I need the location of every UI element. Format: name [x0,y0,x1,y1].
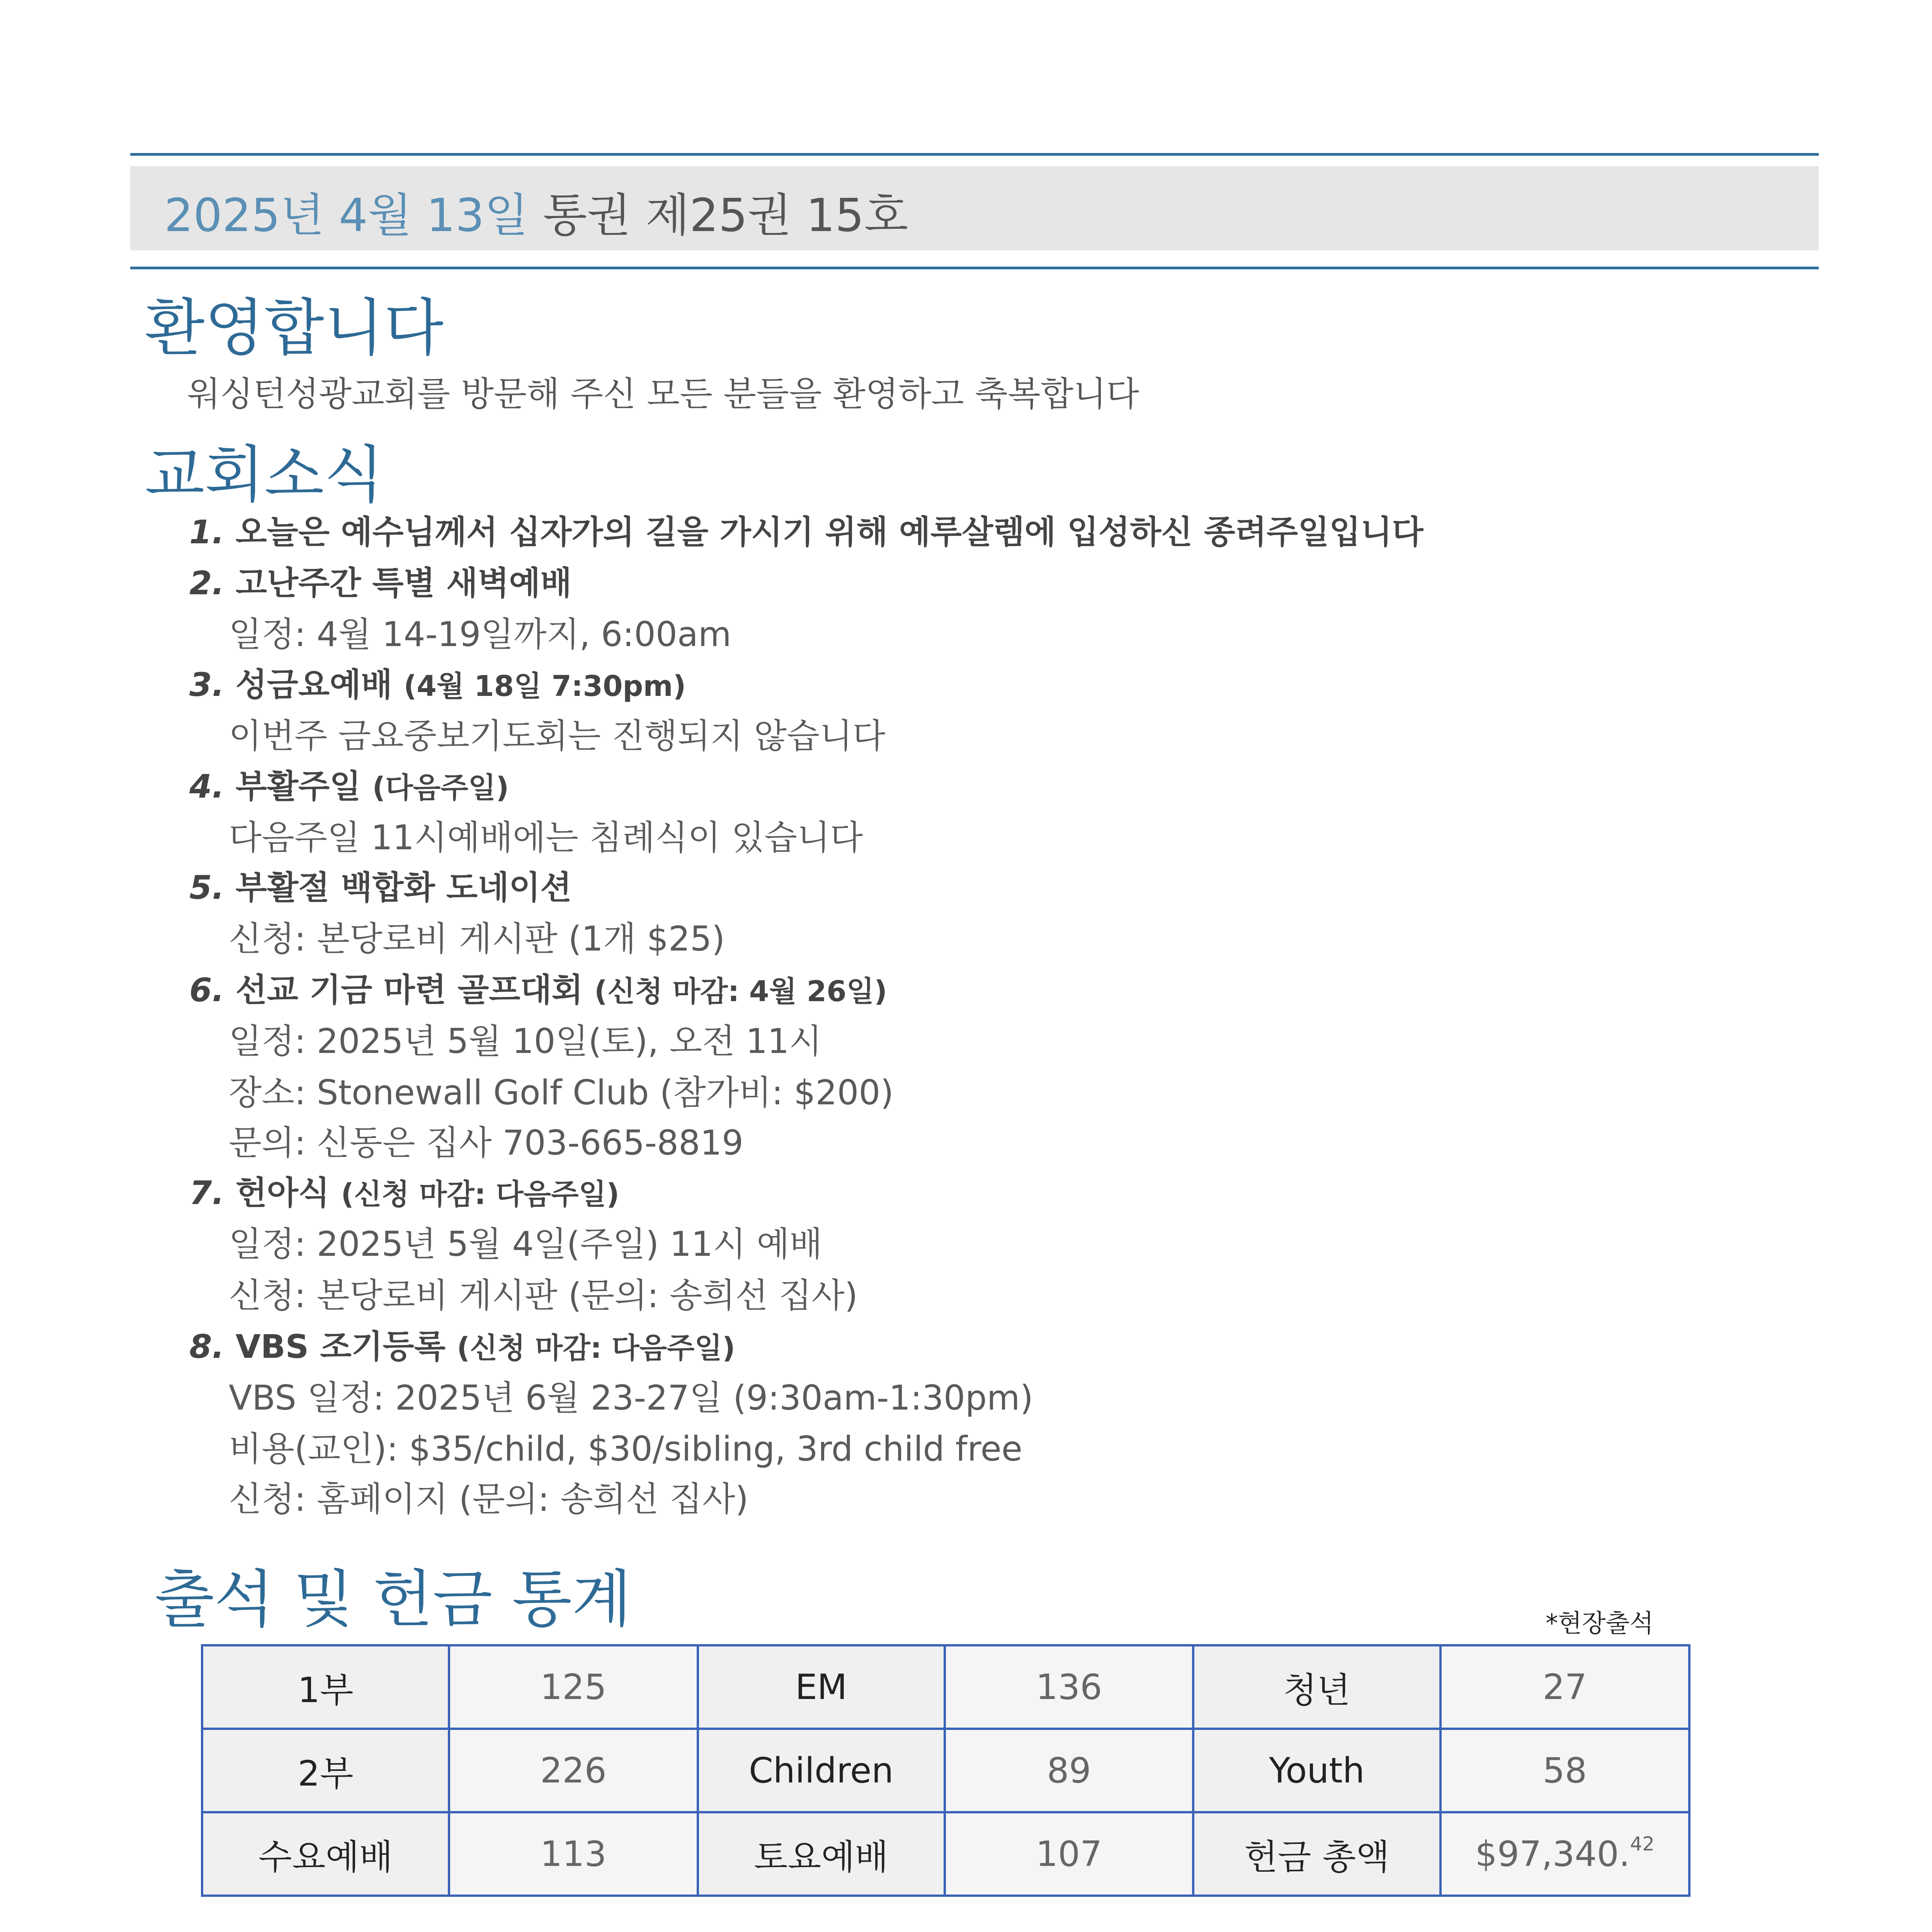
stats-label-young-adults: 청년 [1193,1645,1440,1729]
welcome-text: 워싱턴성광교회를 방문해 주신 모든 분들을 환영하고 축복합니다 [187,374,1139,414]
news-item-8-line-3: 신청: 홈페이지 (문의: 송희선 집사) [229,1479,748,1519]
news-item-title: 오늘은 예수님께서 십자가의 길을 가시기 위해 예루살렘에 입성하신 종려주일입니다 [235,513,1423,551]
news-item-3: 3. 성금요예배 (4월 18일 7:30pm) [189,666,686,704]
news-item-2: 2. 고난주간 특별 새벽예배 [189,564,572,602]
news-item-note: (신청 마감: 4월 26일) [594,975,887,1008]
stats-label-offering-total: 헌금 총액 [1193,1812,1440,1896]
header-top-rule [130,153,1819,156]
stats-label-2bu: 2부 [202,1729,449,1812]
news-item-7-line-1: 일정: 2025년 5월 4일(주일) 11시 예배 [229,1224,823,1264]
news-item-note: (다음주일) [372,771,509,804]
news-item-title: VBS 조기등록 [235,1328,446,1366]
table-row [202,1812,1689,1896]
news-item-8-line-1: VBS 일정: 2025년 6월 23-27일 (9:30am-1:30pm) [229,1378,1033,1418]
news-item-title: 부활절 백합화 도네이션 [235,869,572,906]
stats-value-em: 136 [945,1645,1194,1729]
news-item-title: 고난주간 특별 새벽예배 [235,564,572,602]
stats-label-saturday: 토요예배 [698,1812,945,1896]
news-item-title: 성금요예배 [235,666,393,704]
bulletin-header [164,179,908,244]
news-item-8-line-2: 비용(교인): $35/child, $30/sibling, 3rd child free [229,1429,1022,1469]
news-item-6: 6. 선교 기금 마련 골프대회 (신청 마감: 4월 26일) [189,971,887,1009]
stats-title: 출석 및 헌금 통계 [155,1563,632,1635]
stats-label-em: EM [698,1645,945,1729]
stats-value-young-adults: 27 [1440,1645,1689,1729]
welcome-title: 환영합니다 [145,292,444,364]
stats-value-youth: 58 [1440,1729,1689,1812]
header-bottom-rule [130,267,1819,269]
stats-value-wednesday: 113 [449,1812,698,1896]
stats-label-youth: Youth [1193,1729,1440,1812]
news-item-5-line-1: 신청: 본당로비 게시판 (1개 $25) [229,919,725,959]
news-item-title: 헌아식 [235,1174,330,1212]
news-item-title: 선교 기금 마련 골프대회 [235,971,583,1009]
stats-note: *현장출석 [1546,1609,1654,1638]
table-row [202,1645,1689,1729]
stats-value-2bu: 226 [449,1729,698,1812]
table-row [202,1729,1689,1812]
news-item-2-line-1: 일정: 4월 14-19일까지, 6:00am [229,614,731,654]
stats-value-offering-total: $97,340.42 [1440,1812,1689,1896]
bulletin-date: 2025년 4월 13일 [164,189,529,242]
offering-cents: 42 [1630,1832,1655,1855]
news-item-3-line-1: 이번주 금요중보기도회는 진행되지 않습니다 [229,716,886,756]
news-item-note: (4월 18일 7:30pm) [403,670,686,703]
stats-value-saturday: 107 [945,1812,1194,1896]
news-item-4-line-1: 다음주일 11시예배에는 침례식이 있습니다 [229,818,863,857]
news-item-6-line-1: 일정: 2025년 5월 10일(토), 오전 11시 [229,1021,822,1061]
bulletin-volume: 통권 제25권 15호 [543,189,908,242]
news-item-title: 부활주일 [235,767,361,805]
news-item-4: 4. 부활주일 (다음주일) [189,767,509,805]
stats-value-1bu: 125 [449,1645,698,1729]
news-item-6-line-3: 문의: 신동은 집사 703-665-8819 [229,1123,744,1163]
news-item-note: (신청 마감: 다음주일) [341,1178,619,1211]
news-item-note: (신청 마감: 다음주일) [457,1332,735,1365]
stats-label-1bu: 1부 [202,1645,449,1729]
stats-table [201,1644,1690,1897]
news-item-8: 8. VBS 조기등록 (신청 마감: 다음주일) [189,1328,735,1366]
news-item-1: 1. 오늘은 예수님께서 십자가의 길을 가시기 위해 예루살렘에 입성하신 종려주일입니다 [189,513,1423,551]
news-item-6-line-2: 장소: Stonewall Golf Club (참가비: $200) [229,1073,894,1112]
news-item-7-line-2: 신청: 본당로비 게시판 (문의: 송희선 집사) [229,1276,858,1315]
stats-label-wednesday: 수요예배 [202,1812,449,1896]
stats-value-children: 89 [945,1729,1194,1812]
news-title: 교회소식 [145,439,384,511]
news-item-5: 5. 부활절 백합화 도네이션 [189,869,572,906]
stats-label-children: Children [698,1729,945,1812]
news-item-7: 7. 헌아식 (신청 마감: 다음주일) [189,1174,619,1212]
